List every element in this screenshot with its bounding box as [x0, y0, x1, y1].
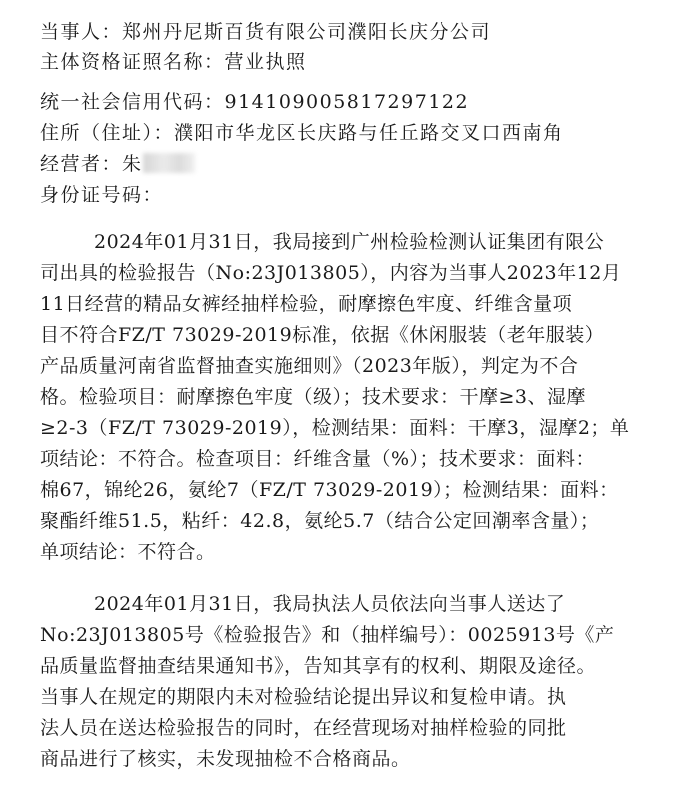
credit-code-line: 统一社会信用代码：91410900581729712​2 [40, 91, 470, 113]
para1-line-1: 2024年01月31日，我局接到广州检验检测认证集团有限公 [94, 231, 605, 253]
para1-line-5: 产品质量河南省监督抽查实施细则》（2023年版），判定为不合 [40, 355, 579, 377]
para1-line-9: 棉67，锦纶26，氨纶7（FZ/T 73029-2019）；检测结果：面料： [40, 479, 619, 501]
para2-line-1: 2024年01月31日，我局执法人员依法向当事人送达了 [94, 593, 566, 615]
para2-line-5: 法人员在送达检验报告的同时，在经营现场对抽样检验的同批 [40, 717, 567, 739]
para2-line-6: 商品进行了核实，未发现抽检不合格商品。 [40, 748, 411, 770]
license-type-line: 主体资格证照名称：营业执照 [40, 51, 307, 73]
para1-line-7: ≥2-3（FZ/T 73029-2019），检测结果：面料：干摩3，湿摩2；单 [40, 417, 630, 439]
operator-line [40, 150, 195, 178]
para1-line-2: 司出具的检验报告（No:23J013805），内容为当事人2023年12月 [40, 262, 622, 284]
para1-line-6: 格。检验项目：耐摩擦色牢度（级）；技术要求：干摩≥3、湿摩 [40, 386, 587, 408]
operator-label: 经营者：朱 [40, 153, 143, 175]
para1-line-3: 11日经营的精品女裤经抽样检验，耐摩擦色牢度、纤维含量项 [40, 293, 573, 315]
para2-line-4: 当事人在规定的期限内未对检验结论提出异议和复检申请。执 [40, 686, 567, 708]
para1-line-8: 项结论：不符合。检查项目：纤维含量（%）；技术要求：面料： [40, 448, 596, 470]
address-line: 住所（住址）：濮阳市华龙区长庆路与任丘路交叉口西南角 [40, 122, 564, 144]
para1-line-10: 聚酯纤维51.5，粘纤：42.8，氨纶5.7（结合公定回潮率含量）； [40, 510, 600, 532]
redaction-blur [143, 153, 195, 173]
para1-line-11: 单项结论：不符合。 [40, 541, 216, 563]
para1-line-4: 目不符合FZ/T 73029-2019标准，依据《休闲服装（老年服装） [40, 324, 605, 346]
id-number-line: 身份证号码： [40, 184, 164, 206]
para2-line-3: 品质量监督抽查结果通知书》，告知其享有的权利、期限及途径。 [40, 655, 597, 677]
para2-line-2: No:23J013805号《检验报告》和（抽样编号）：0025913号《产 [40, 624, 615, 646]
party-name-line: 当事人：郑州丹尼斯百货有限公司濮阳长庆分公司 [40, 21, 492, 43]
